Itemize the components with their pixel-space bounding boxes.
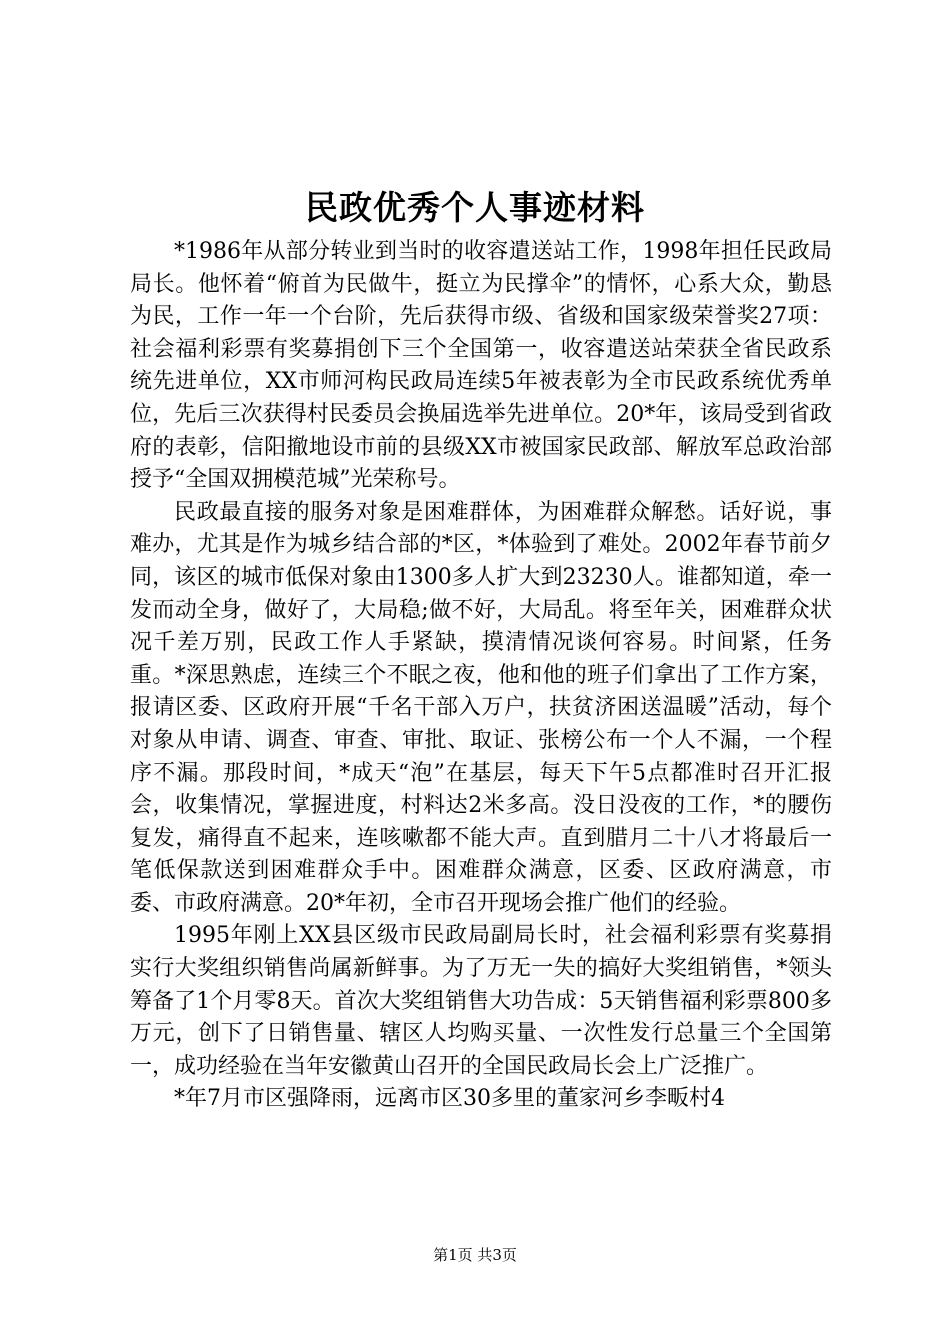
paragraph-4: *年7月市区强降雨，远离市区30多里的董家河乡李畈村4: [174, 1086, 725, 1112]
document-body: [130, 236, 832, 1116]
paragraph-3: 1995年刚上XX县区级市民政局副局长时，社会福利彩票有奖募捐实行大奖组织销售尚属新鲜事。为了万无一失的搞好大奖组销售，*领头筹备了1个月零8天。首次大奖组销售大功告成：5天销售福利彩票800多万元，创下了日销售量、辖区人均购买量、一次性发行总量三个全国第一，成功经验在当年安徽黄山召开的全国民政局长会上广泛推广。: [130, 923, 832, 1079]
paragraph-2: 民政最直接的服务对象是困难群体，为困难群众解愁。话好说，事难办，尤其是作为城乡结合部的*区，*体验到了难处。2002年春节前夕同，该区的城市低保对象由1300多人扩大到23230人。谁都知道，牵一发而动全身，做好了，大局稳;做不好，大局乱。将至年关，困难群众状况千差万别，民政工作人手紧缺，摸清情况谈何容易。时间紧，任务重。*深思熟虑，连续三个不眠之夜，他和他的班子们拿出了工作方案，报请区委、区政府开展“千名干部入万户，扶贫济困送温暖”活动，每个对象从申请、调查、审查、审批、取证、张榜公布一个人不漏，一个程序不漏。那段时间，*成天“泡”在基层，每天下午5点都准时召开汇报会，收集情况，掌握进度，村料达2米多高。没日没夜的工作，*的腰伤复发，痛得直不起来，连咳嗽都不能大声。直到腊月二十八才将最后一笔低保款送到困难群众手中。困难群众满意，区委、区政府满意，市委、市政府满意。20*年初，全市召开现场会推广他们的经验。: [130, 499, 832, 916]
document-title: 民政优秀个人事迹材料: [305, 188, 645, 227]
paragraph-1: *1986年从部分转业到当时的收容遣送站工作，1998年担任民政局局长。他怀着“俯首为民做牛，挺立为民撑伞”的情怀，心系大众，勤恳为民，工作一年一个台阶，先后获得市级、省级和国家级荣誉奖27项：社会福利彩票有奖募捐创下三个全国第一，收容遣送站荣获全省民政系统先进单位，XX市师河构民政局连续5年被表彰为全市民政系统优秀单位，先后三次获得村民委员会换届选举先进单位。20*年，该局受到省政府的表彰，信阳撤地设市前的县级XX市被国家民政部、解放军总政治部授予“全国双拥模范城”光荣称号。: [130, 239, 832, 493]
page-footer: 第1页 共3页: [433, 1246, 517, 1264]
